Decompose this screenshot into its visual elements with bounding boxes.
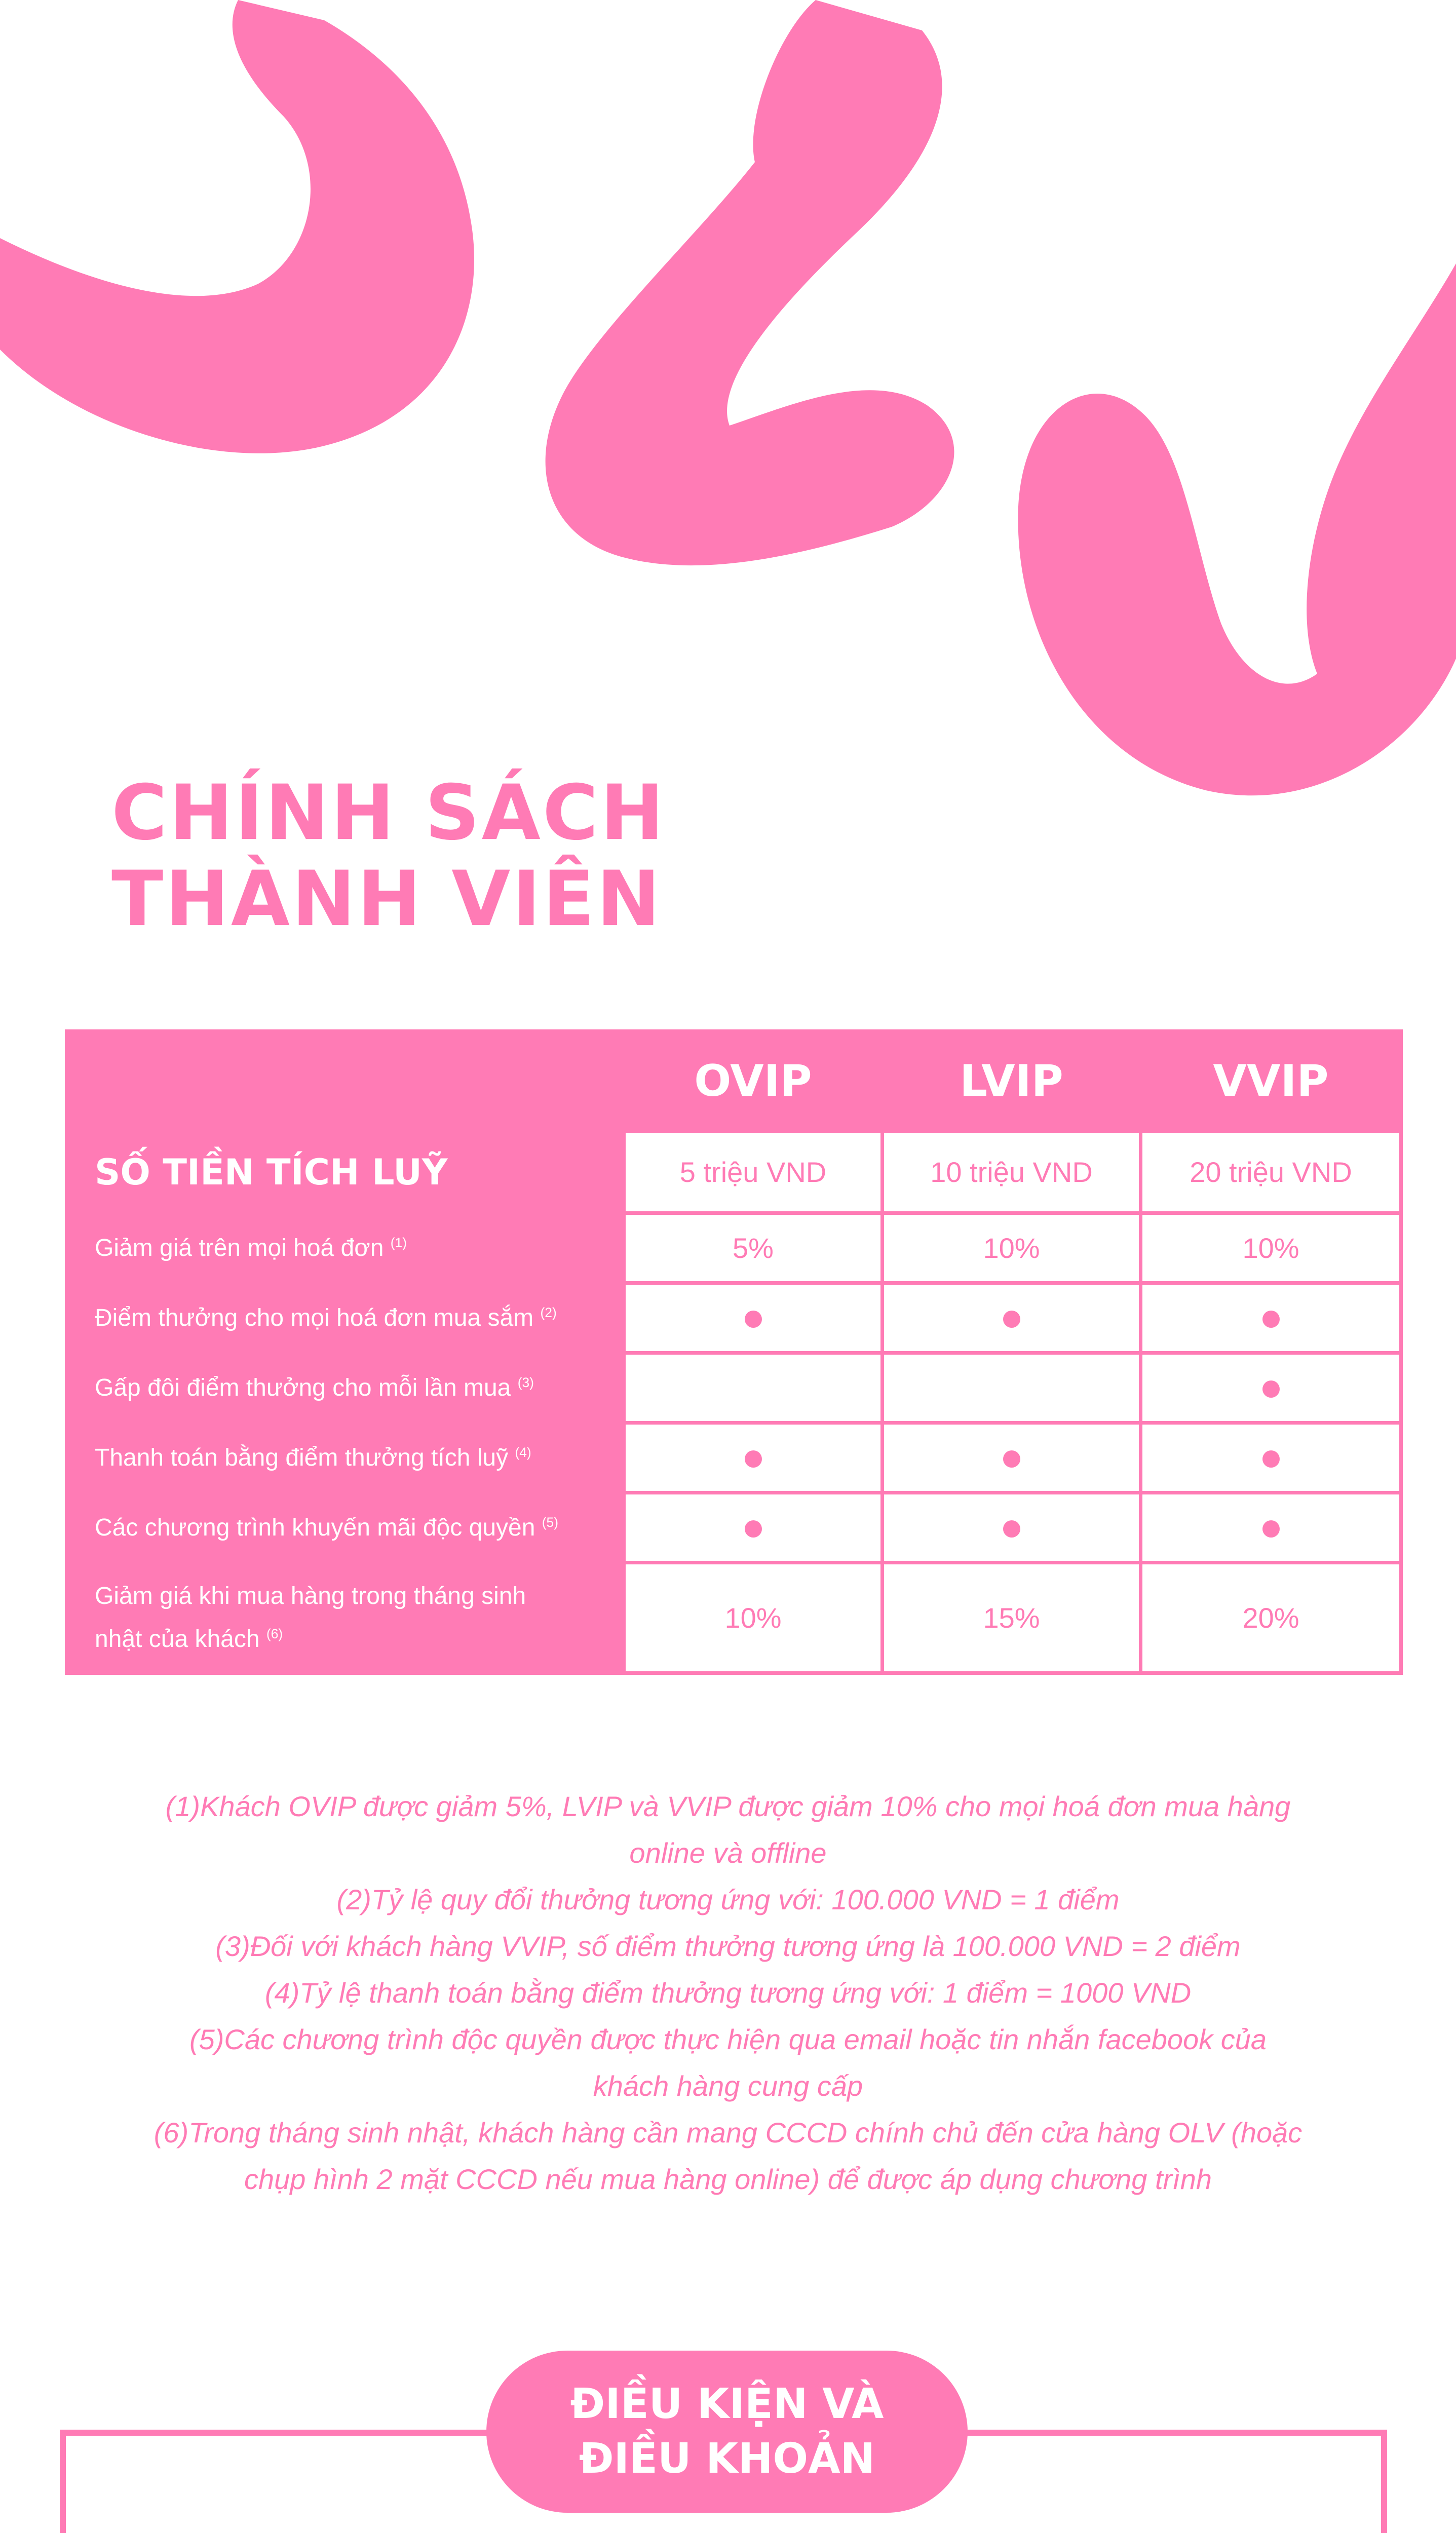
footnote-ref: (4) — [515, 1445, 531, 1460]
cell-check — [1141, 1493, 1401, 1563]
table-row — [67, 1131, 1401, 1213]
cell-value: 10% — [883, 1213, 1141, 1283]
decorative-blobs — [0, 0, 1456, 861]
footnote-line: (4)Tỷ lệ thanh toán bằng điểm thưởng tương ứng với: 1 điểm = 1000 VND — [264, 1977, 1192, 2009]
terms-heading-line: ĐIỀU KIỆN VÀ — [570, 2380, 884, 2428]
footnote-ref: (3) — [517, 1375, 534, 1390]
footnote-line: khách hàng cung cấp — [593, 2070, 863, 2102]
check-dot-icon — [1003, 1450, 1020, 1468]
cell-check — [1141, 1423, 1401, 1493]
footnote-line: (1)Khách OVIP được giảm 5%, LVIP và VVIP được giảm 10% cho mọi hoá đơn mua hàng — [165, 1790, 1291, 1822]
cell-value: 5 triệu VND — [624, 1131, 883, 1213]
page-title — [111, 770, 666, 942]
row-label — [67, 1423, 624, 1493]
cell-check — [883, 1423, 1141, 1493]
title-line: THÀNH VIÊN — [111, 855, 663, 943]
footnote-ref: (2) — [540, 1305, 557, 1320]
check-dot-icon — [1262, 1450, 1280, 1468]
footnote-ref: (6) — [266, 1626, 283, 1641]
terms-heading — [486, 2351, 968, 2513]
terms-list — [101, 2525, 1317, 2533]
footnote-line: (3)Đối với khách hàng VVIP, số điểm thưởng tương ứng là 100.000 VND = 2 điểm — [215, 1930, 1241, 1962]
row-label — [67, 1283, 624, 1353]
check-dot-icon — [1262, 1520, 1280, 1538]
membership-table — [65, 1029, 1403, 1675]
table-header-row — [67, 1031, 1401, 1131]
cell-check — [883, 1353, 1141, 1423]
check-dot-icon — [745, 1311, 762, 1328]
footnote-ref: (1) — [390, 1235, 407, 1250]
table-row — [67, 1213, 1401, 1283]
cell-check — [624, 1423, 883, 1493]
table-row — [67, 1563, 1401, 1673]
check-dot-icon — [1262, 1380, 1280, 1398]
table-row — [67, 1283, 1401, 1353]
cell-check — [624, 1353, 883, 1423]
row-label — [67, 1213, 624, 1283]
cell-check — [1141, 1283, 1401, 1353]
footnotes — [91, 1783, 1365, 2203]
row-label-text: Giảm giá trên mọi hoá đơn — [95, 1235, 384, 1261]
check-dot-icon — [1003, 1520, 1020, 1538]
footnote-line: (5)Các chương trình độc quyền được thực hiện qua email hoặc tin nhắn facebook của — [189, 2023, 1267, 2055]
cell-value: 20 triệu VND — [1141, 1131, 1401, 1213]
footnote-line: online và offline — [629, 1837, 827, 1869]
title-line: CHÍNH SÁCH — [111, 769, 666, 857]
row-label-text: nhật của khách — [95, 1626, 260, 1653]
tier-header: VVIP — [1141, 1031, 1401, 1131]
cell-check — [883, 1493, 1141, 1563]
row-label-text: Các chương trình khuyến mãi độc quyền — [95, 1514, 535, 1541]
tier-header: LVIP — [883, 1031, 1141, 1131]
header-blank-cell — [67, 1031, 624, 1131]
row-label — [67, 1353, 624, 1423]
tier-header: OVIP — [624, 1031, 883, 1131]
cell-value: 20% — [1141, 1563, 1401, 1673]
cell-value: 10 triệu VND — [883, 1131, 1141, 1213]
check-dot-icon — [1262, 1311, 1280, 1328]
cell-value: 10% — [1141, 1213, 1401, 1283]
terms-heading-line: ĐIỀU KHOẢN — [579, 2435, 875, 2483]
row-label — [67, 1563, 624, 1673]
cell-value: 15% — [883, 1563, 1141, 1673]
check-dot-icon — [1003, 1311, 1020, 1328]
row-label-text: Giảm giá khi mua hàng trong tháng sinh — [95, 1583, 526, 1609]
cell-check — [624, 1283, 883, 1353]
cell-check — [883, 1283, 1141, 1353]
row-label-text: Gấp đôi điểm thưởng cho mỗi lần mua — [95, 1374, 511, 1401]
cell-value: 10% — [624, 1563, 883, 1673]
check-dot-icon — [745, 1450, 762, 1468]
row-label: SỐ TIỀN TÍCH LUỸ — [67, 1131, 624, 1213]
row-label — [67, 1493, 624, 1563]
cell-check — [624, 1493, 883, 1563]
check-dot-icon — [745, 1520, 762, 1538]
table-row — [67, 1353, 1401, 1423]
cell-check — [1141, 1353, 1401, 1423]
cell-value: 5% — [624, 1213, 883, 1283]
row-label-text: Thanh toán bằng điểm thưởng tích luỹ — [95, 1444, 509, 1471]
terms-item — [101, 2525, 1317, 2533]
footnote-line: (2)Tỷ lệ quy đổi thưởng tương ứng với: 100.000 VND = 1 điểm — [336, 1884, 1120, 1915]
footnote-ref: (5) — [542, 1515, 559, 1530]
row-label-text: Điểm thưởng cho mọi hoá đơn mua sắm — [95, 1304, 534, 1331]
table-row — [67, 1423, 1401, 1493]
table-row — [67, 1493, 1401, 1563]
footnote-line: chụp hình 2 mặt CCCD nếu mua hàng online) để được áp dụng chương trình — [244, 2163, 1212, 2195]
footnote-line: (6)Trong tháng sinh nhật, khách hàng cần mang CCCD chính chủ đến cửa hàng OLV (hoặc — [154, 2117, 1302, 2148]
